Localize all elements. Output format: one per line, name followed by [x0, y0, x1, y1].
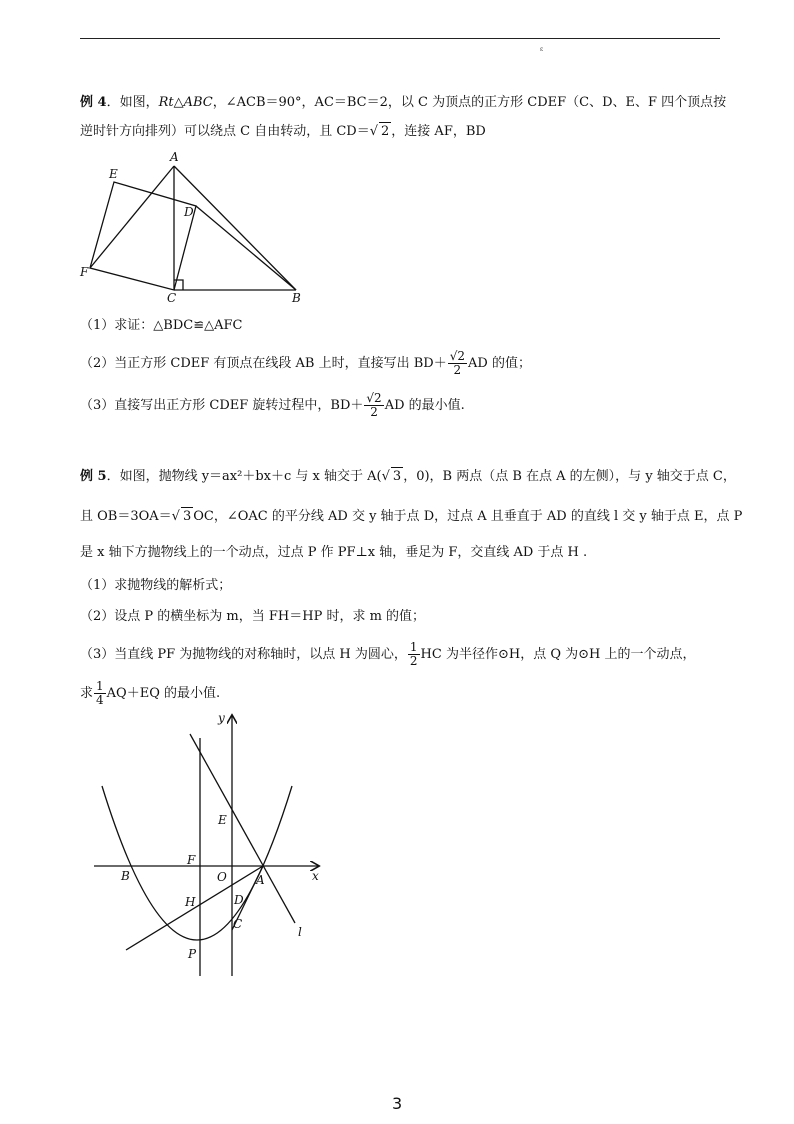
ex5-q1: （1）求抛物线的解析式； — [80, 578, 232, 593]
ex4-q2: （2）当正方形 CDEF 有顶点在线段 AB 上时，直接写出 BD＋ $\frac{√2}{2}$ AD 的值； — [80, 349, 531, 377]
label-O: O — [217, 870, 227, 884]
label-E: E — [218, 813, 227, 827]
ex5-q4: 求 $\frac{1}{4}$ AQ＋EQ 的最小值. — [80, 679, 221, 707]
label-B: B — [292, 291, 301, 305]
label-l: l — [298, 925, 302, 939]
frac-sqrt2-over-2: $\frac{√2}{2}$ — [449, 349, 466, 377]
label-E: E — [109, 167, 118, 181]
ex5-line-2: 且 OB＝3OA＝√ 3 OC，∠OAC 的平分线 AD 交 y 轴于点 D，过点 A 且垂直于 AD 的直线 l 交 y 轴于点 E，点 P — [80, 509, 743, 524]
ex4-label: 例 4 — [80, 95, 107, 110]
seg-ab — [174, 166, 296, 290]
label-F: F — [187, 853, 196, 867]
seg-bd — [196, 206, 296, 290]
frac-sqrt2-over-2: $\frac{√2}{2}$ — [366, 391, 382, 419]
ex5-q2: （2）设点 P 的横坐标为 m，当 FH＝HP 时，求 m 的值； — [80, 609, 426, 624]
label-x: x — [312, 869, 319, 883]
frac-one-half: $\frac{1}{2}$ — [409, 640, 418, 668]
ex4-figure — [76, 148, 316, 308]
ex4-q3: （3）直接写出正方形 CDEF 旋转过程中，BD＋ $\frac{√2}{2}$ AD 的最小值. — [80, 391, 465, 419]
label-y: y — [218, 711, 225, 725]
header-mark: ε — [540, 46, 544, 53]
label-D: D — [184, 205, 194, 219]
ex5-line-1: 例 5．如图，抛物线 y＝ax²＋bx＋c 与 x 轴交于 A(√ 3 ，0)，B 两点（点 B 在点 A 的左侧），与 y 轴交于点 C， — [80, 469, 736, 484]
label-F: F — [80, 265, 89, 279]
label-B: B — [121, 869, 130, 883]
square-cdef — [90, 182, 196, 290]
label-D: D — [234, 893, 244, 907]
label-H: H — [185, 895, 196, 909]
seg-af — [90, 166, 174, 268]
label-C: C — [233, 917, 243, 931]
label-P: P — [188, 947, 197, 961]
parabola — [102, 786, 292, 940]
frac-one-quarter: $\frac{1}{4}$ — [96, 679, 104, 707]
ex5-line-3: 是 x 轴下方抛物线上的一个动点，过点 P 作 PF⊥x 轴，垂足为 F，交直线 AD 于点 H . — [80, 545, 588, 560]
ex5-figure — [90, 708, 330, 980]
label-A: A — [256, 873, 265, 887]
ex4-q1: （1）求证：△BDC≌△AFC — [80, 318, 243, 333]
page-number: 3 — [392, 1094, 403, 1113]
ex4-line-1: 例 4．如图，Rt△ABC，∠ACB＝90°，AC＝BC＝2，以 C 为顶点的正方形 CDEF（C、D、E、F 四个顶点按 — [80, 95, 727, 110]
label-A: A — [170, 150, 179, 164]
ex5-label: 例 5 — [80, 469, 107, 484]
ex5-q3: （3）当直线 PF 为抛物线的对称轴时，以点 H 为圆心， $\frac{1}{2}$ HC 为半径作⊙H，点 Q 为⊙H 上的一个动点， — [80, 640, 696, 668]
ex4-line-2: 逆时针方向排列）可以绕点 C 自由转动，且 CD＝√ 2 ，连接 AF，BD — [80, 124, 486, 139]
label-C: C — [167, 291, 177, 305]
header-rule — [80, 38, 720, 39]
